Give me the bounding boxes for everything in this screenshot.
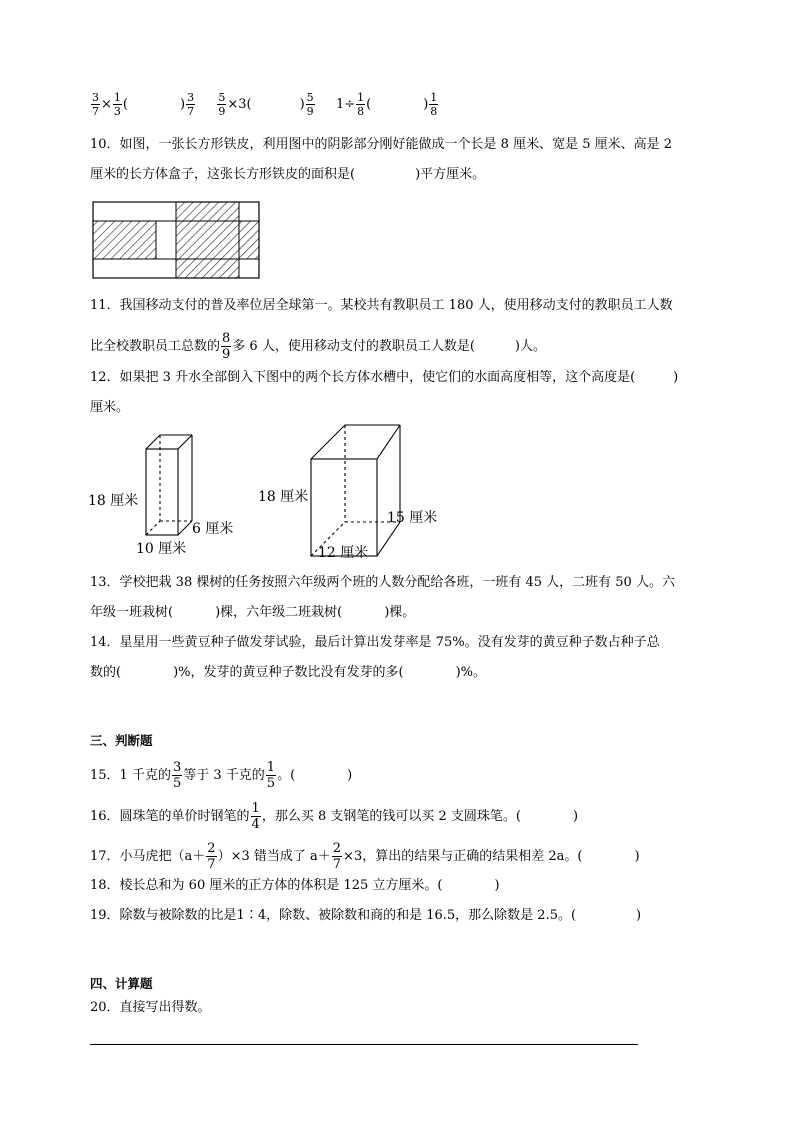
- tank1-height-label: 18 厘米: [88, 493, 139, 509]
- q14-text-line2: 数的( )%，发芽的黄豆种子数比没有发芽的多( )%。: [90, 665, 487, 680]
- q9-expressions: $\frac{3}{7}$ × $\frac{1}{3}$ ( ) $\frac{3}{7}$ $\frac{5}{9}$ ×3( ) $\frac{5}{9}$ 1÷ $\frac{1}{8}$ ( ) $\frac{1}{8}$: [92, 91, 438, 118]
- fraction: $\frac{1}{5}$: [266, 760, 276, 791]
- q14-text-line1: 14．星星用一些黄豆种子做发芽试验，最后计算出发芽率是 75%。没有发芽的黄豆种子数占种子总: [90, 635, 660, 650]
- tank-2: [311, 425, 400, 556]
- q12-text-line1: 12．如果把 3 升水全部倒入下图中的两个长方体水槽中，使它们的水面高度相等，这个高度是( ): [90, 370, 679, 385]
- q12-text-line2: 厘米。: [90, 400, 130, 415]
- q12-tanks-figure: [88, 420, 448, 565]
- q13-text-line2: 年级一班栽树( )棵，六年级二班栽树( )棵。: [90, 605, 416, 620]
- q17-text: 17．小马虎把（a＋ $\frac{2}{7}$ ）×3 错当成了 a＋ $\frac{2}{7}$ ×3，算出的结果与正确的结果相差 2a。( ): [90, 841, 640, 872]
- fraction: $\frac{1}{8}$: [357, 91, 365, 118]
- fraction: $\frac{1}{4}$: [251, 801, 260, 832]
- fraction: $\frac{3}{5}$: [172, 760, 182, 791]
- tank2-length-label: 12 厘米: [318, 545, 369, 561]
- fraction: $\frac{2}{7}$: [207, 841, 216, 872]
- q20-text: 20．直接写出得数。: [90, 1000, 211, 1015]
- tank2-width-label: 15 厘米: [387, 510, 438, 526]
- fraction: $\frac{5}{9}$: [306, 91, 314, 118]
- fraction: $\frac{2}{7}$: [332, 841, 342, 872]
- fraction: $\frac{5}{9}$: [218, 91, 226, 118]
- section-heading-calculation: 四、计算题: [90, 976, 153, 991]
- section-heading-judgment: 三、判断题: [90, 733, 153, 748]
- q10-sheet-figure: [92, 201, 260, 279]
- fraction: $\frac{3}{7}$: [187, 91, 195, 118]
- fraction: $\frac{3}{7}$: [92, 91, 99, 118]
- q10-text-line2: 厘米的长方体盒子，这张长方形铁皮的面积是( )平方厘米。: [90, 167, 486, 182]
- q19-text: 19．除数与被除数的比是1∶4，除数、被除数和商的和是 16.5，那么除数是 2.5。( ): [90, 908, 642, 923]
- fraction: $\frac{8}{9}$: [222, 331, 231, 362]
- q11-text-line1: 11．我国移动支付的普及率位居全球第一。某校共有教职员工 180 人，使用移动支付的教职员工人数: [90, 298, 673, 313]
- q11-text-line2: 比全校教职员工总数的 $\frac{8}{9}$ 多 6 人，使用移动支付的教职员工人数是( )人。: [90, 331, 546, 362]
- q18-text: 18．棱长总和为 60 厘米的正方体的体积是 125 立方厘米。( ): [90, 878, 500, 893]
- tank2-height-label: 18 厘米: [258, 489, 309, 505]
- q15-text: 15．1 千克的 $\frac{3}{5}$ 等于 3 千克的 $\frac{1}{5}$ 。( ): [90, 760, 353, 791]
- bottom-rule: [90, 1044, 638, 1045]
- tank-1: [146, 435, 192, 535]
- fraction: $\frac{1}{8}$: [430, 91, 438, 118]
- q13-text-line1: 13．学校把栽 38 棵树的任务按照六年级两个班的人数分配给各班，一班有 45 人，二班有 50 人。六: [90, 575, 675, 590]
- tank1-width-label: 6 厘米: [192, 521, 234, 537]
- tank1-length-label: 10 厘米: [136, 541, 187, 557]
- q10-text-line1: 10．如图，一张长方形铁皮，利用图中的阴影部分刚好能做成一个长是 8 厘米、宽是 5 厘米、高是 2: [90, 137, 673, 152]
- q16-text: 16．圆珠笔的单价时钢笔的 $\frac{1}{4}$ ，那么买 8 支钢笔的钱可以买 2 支圆珠笔。( ): [90, 801, 579, 832]
- fraction: $\frac{1}{3}$: [113, 91, 121, 118]
